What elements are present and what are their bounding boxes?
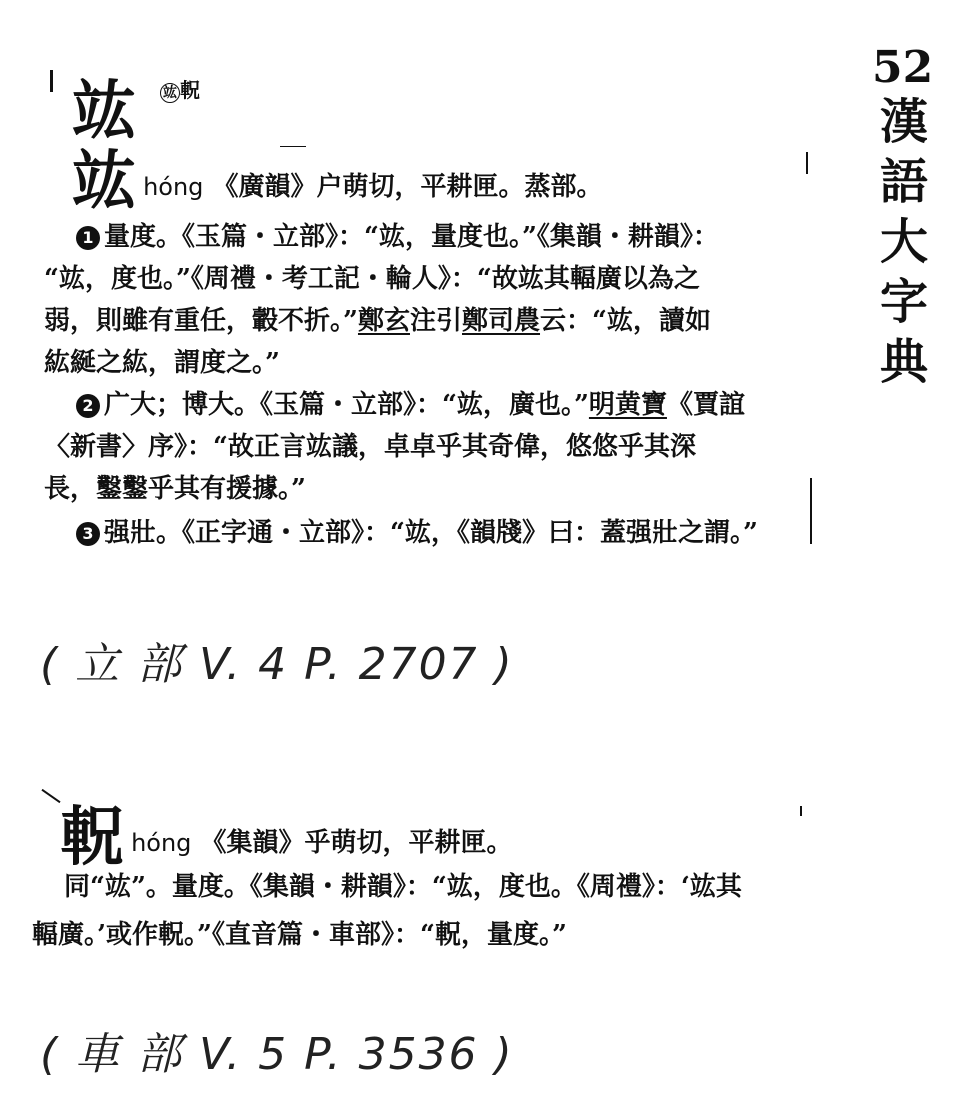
scan-mark [806,152,808,174]
entry2-line2: 輻廣。’或作軦。”《直音篇・車部》：“軦，量度。” [32,920,567,950]
scan-mark [280,146,306,147]
pronunciation: hóng [143,173,204,201]
definition-text: 量度。《玉篇・立部》：“竑，量度也。”《集韻・耕韻》： [104,222,719,252]
person-name: 黄寶 [614,390,667,420]
variant-label: 軦 [180,78,200,102]
sense1-line2: “竑，度也。”《周禮・考工記・輪人》：“故竑其輻廣以為之 [44,264,700,294]
entry2-line1: 同“竑”。量度。《集韻・耕韻》：“竑，度也。《周禮》：‘竑其 [64,872,742,902]
title-char: 漢 [879,94,928,150]
handwritten-reference: ( 立 部 V. 4 P. 2707 ) [40,639,514,690]
definition-text: 注引 [409,306,462,336]
scan-mark [41,789,60,803]
sense1-line3 [44,306,711,337]
definition-text: 强壯。《正字通・立部》：“竑，《韻牋》曰：蓋强壯之謂。” [104,518,758,548]
scan-mark [50,70,53,92]
pronunciation: hóng [131,829,192,857]
definition-text: 弱，則雖有重任，轂不折。” [44,306,358,336]
sense3-line [76,518,758,549]
source-citation: 《集韻》乎萌切，平耕匣。 [200,828,513,858]
dynasty-name: 明 [588,390,615,420]
scan-mark [810,478,812,544]
sense2-line1 [76,390,745,421]
sense1-line1 [76,222,719,253]
title-char: 典 [879,334,928,390]
sense-number: 2 [76,394,100,418]
sense2-line2: 〈新書〉序》：“故正言竑議，卓卓乎其奇偉，悠悠乎其深 [44,432,696,462]
definition-text: 《賈誼 [666,390,745,420]
person-name: 鄭司農 [462,306,541,336]
entry1-headline [72,144,603,219]
sense-number: 3 [76,522,100,546]
sense1-line4: 紘綖之紘，謂度之。” [44,348,280,378]
head-character: 竑 [72,144,134,219]
title-char: 語 [879,154,928,210]
definition-text: 广大；博大。《玉篇・立部》：“竑，廣也。” [104,390,589,420]
sense-number: 1 [76,226,100,250]
page-number: 52 [872,42,934,93]
sense2-line3: 長，鑿鑿乎其有援據。” [44,474,306,504]
person-name: 鄭玄 [357,306,410,336]
definition-text: 云：“竑，讀如 [540,306,711,336]
head-character-upper: 竑 [72,74,134,149]
entry2-headline [60,800,513,875]
title-char: 字 [879,274,928,330]
variant-circled-char: 竑 [160,83,180,103]
title-char: 大 [879,214,928,270]
variant-forms [160,74,200,103]
dictionary-title [874,92,934,392]
handwritten-reference: ( 車 部 V. 5 P. 3536 ) [40,1029,514,1080]
scan-mark [800,806,802,816]
source-citation: 《廣韻》户萌切，平耕匣。蒸部。 [212,172,603,202]
head-character: 軦 [60,800,122,875]
